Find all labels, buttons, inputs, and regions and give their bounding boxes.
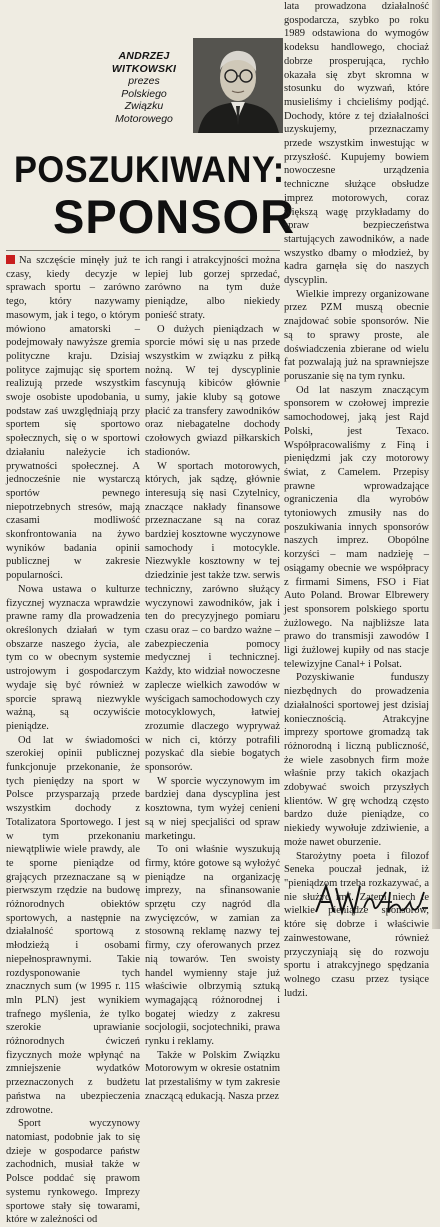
paragraph: Także w Polskim Związku Motorowym w okresie ostatnim lat przestaliśmy w tym zakresie znaczącą edukacją. Nasza przez xyxy=(145,1049,280,1102)
signature-glyph xyxy=(312,878,432,918)
paragraph xyxy=(6,254,140,583)
paragraph: Pozyskiwanie funduszy niezbędnych do prowadzenia działalności sportowej jest dzisiaj koniecznością. Atrakcyjne imprezy sportowe gromadzą tak różnorodną i liczną publiczność, że wiele zasobnych firm może właśnie przy takich okazjach zdobywać swoich przyszłych klientów. W grę wchodzą często bardzo duże pieniądze, co niekiedy wywołuje zdziwienie, a może nawet oburzenie. xyxy=(284,672,429,848)
byline xyxy=(100,50,188,125)
paragraph: ich rangi i atrakcyjności można lepiej lub gorzej sprzedać, zarówno na tym duże pieniądze, albo niekiedy ponieść straty. xyxy=(145,255,280,321)
paragraph: O dużych pieniądzach w sporcie mówi się u nas przede wszystkim w związku z piłką nożną. W tej dyscyplinie fascynują kibiców głównie sumy, jakie kluby są gotowe płacić za transfery zawodników oraz niebagatelne dochody czołowych gwiazd piłkarskich stadionów. xyxy=(145,323,280,458)
paper-edge xyxy=(432,0,440,929)
author-role-2: Polskiego xyxy=(121,87,167,100)
headline-line-2: SPONSOR xyxy=(53,190,296,243)
paragraph: W sportach motorowych, których, jak sądzę, głównie interesują się nasi Czytelnicy, znaczące nakłady finansowe przeznaczane są na coraz bardziej kosztowne wyczynowe samochody i motocykle. Niezwykle kosztowny w tej dziedzinie jest także tzw. serwis techniczny, zarówno służący wyczynowi zawodników, jak i ten do precyzyjnego pomiaru czasu oraz – co bardzo ważne – zabezpieczenia pomocy medycznej i technicznej. Każdy, kto widział nowoczesne zaplecze wielkich zawodów w wyścigach samochodowych czy motocyklowych, łatwiej zrozumie dlaczego wypryważ w nich ci, którzy potrafili pozyskać dla siebie bogatych sponsorów. xyxy=(145,460,280,774)
paragraph: lata prowadzona działalność gospodarcza, szybko po roku 1989 odstawiona do wymogów kodeksu handlowego, chociaż dobrze prosperująca, rychło okazała się zbyt skromna w stosunku do wyzwań, które musieliśmy i chcieliśmy podjąć. Dochody, które z tej działalności uzyskujemy, przeznaczamy przede wszystkim inwestując w przyszłość. Kupujemy bowiem nowoczesne urządzenia techniczne służące obsłudze imprez motorowych, coraz większą wagę przykładamy do spraw bezpieczeństwa startujących zawodników, a nade wszystko dbamy o młodzież, by kadra garnęła się do naszych dyscyplin. xyxy=(284,1,429,287)
article-column-3 xyxy=(284,0,429,1000)
author-role-4: Motorowego xyxy=(115,112,173,125)
red-square-marker xyxy=(6,255,15,264)
article-column-2 xyxy=(145,254,280,1104)
author-portrait-photo xyxy=(193,38,283,133)
author-role-3: Związku xyxy=(124,100,164,112)
paragraph-text: Na szczęście minęły już te czasy, kiedy decyzje w sprawach sportu – zarówno tego, który nazywamy masowym, jak i tego, o którym mówiono amatorski – podejmowały nawyższe gremia polityczne kraju. Dzisiaj polityce zajmując się sportem realizują przede wszystkim swoje osobiste upodobania, u podstaw zaś uwzględniają przy sportem się sportowo społecznych, się o w sportowi działaniu należycie ich prywatności społecznej. A jednocześnie nie wystarczą sportów pewnego niepotrzebnych stresów, mają czasami modliwość skonfrontowania na żywo wyników badania opinii publicznej w zakresie popularności. xyxy=(6,255,140,582)
paragraph: W sporcie wyczynowym im bardziej dana dyscyplina jest kosztowna, tym wyżej cenieni są w niej specjaliści od spraw marketingu. xyxy=(145,775,280,842)
paragraph: Nowa ustawa o kulturze fizycznej wyznacza wprawdzie prawne ramy dla prowadzenia określonych działań w tym obszarze naszego życia, ale tym co w obecnym systemie ustrojowym i gospodarczym wydaje się być również w sporcie sprawą niezwykle ważną, są oczywiście pieniądze. xyxy=(6,583,140,732)
paragraph: Sport wyczynowy natomiast, podobnie jak to się dzieje w gospodarce państw zachodnich, musiał także w Polsce poddać się prawom systemu rynkowego. Imprezy sportowe stały się towarami, które w zależności od xyxy=(6,1118,140,1226)
portrait-illustration xyxy=(193,38,283,133)
paragraph: Wielkie imprezy organizowane przez PZM muszą obecnie znajdować sobie sponsorów. Nie są to sprawy proste, ale doświadczenia zbierane od wielu fat pozwalają już na sprawniejsze poruszanie się na tym rynku. xyxy=(284,288,429,382)
handwritten-signature xyxy=(312,878,432,918)
paragraph: Od lat naszym znaczącym sponsorem w czołowej imprezie samochodowej, jaką jest Rajd Polski, jest Texaco. Współpracowaliśmy z Finą i pieniędzmi jak czy motorowy świat, z Camelem. Przepisy prawne wprowadzające ograniczenia dla wyrobów tytoniowych zmusiły nas do poszukiwania innych sponsorów naszych imprez. Obopólne korzyści – mam nadzieję – osiągamy obecnie we współpracy z firmami Simens, FSO i Fiat Auto Poland. Browar Elbrewery jest sponsorem polskiego sportu żużlowego. Na najbliższe lata prawo do transmisji zawodów I ligi żużlowej kupiły od nas stacje telewizyjne Canal+ i Polsat. xyxy=(284,384,429,670)
headline xyxy=(14,148,296,243)
author-name: ANDRZEJ WITKOWSKI xyxy=(111,50,177,75)
paragraph: To oni właśnie wyszukują firmy, które gotowe są wyłożyć pieniądze na organizację imprezy, na sfinansowanie sprzętu czy nagród dla zwycięzców, w zamian za stosowną reklamę nazwy tej firmy, czy oferowanych przez nią towarów. Ten swoisty handel wymienny staje już właściwie olbrzymią sztuką wymagającą różnorodnej i bogatej wiedzy z zakresu socjologii, socjotechniki, prawa rynku i reklamy. xyxy=(145,844,280,1048)
author-role-1: prezes xyxy=(128,75,160,87)
divider xyxy=(6,250,280,251)
paragraph: Od lat w świadomości szerokiej opinii publicznej funkcjonuje przekonanie, że tych pieniędzy na sport w Polsce przysparzają przede wszystkim dochody z Totalizatora Sportowego. I jest w tym przekonaniu niewątpliwie wiele prawdy, ale te sporne pieniądze od grających przeznaczane są w pierwszym rzędzie na budowę różnorodnych obiektów sportowych, a następnie na działalność sportową z młodzieżą i osobami niepełnosprawnymi. Takie rozdysponowanie tych znacznych sum (w 1995 r. 115 mln PLN) jest wynikiem trafnego myślenia, że tylko szerokie uprawianie różnorodnych ćwiczeń fizycznych może wpłynąć na zmniejszenie wydatków przeznaczonych z budżetu państwa na ubezpieczenia zdrowotne. xyxy=(6,734,140,1116)
headline-line-1: POSZUKIWANY: xyxy=(14,149,285,190)
paragraph: Starożytny poeta i filozof Seneka pouczał jednak, iż "pieniądzom trzeba rozkazywać, a nie służyć im". Zatem niech te wielkie pieniądze sponsorów, które się dobrze i właściwie zainwestowane, również przyczyniają się do rozwoju sportu i atrakcyjnego spędzania wolnego czasu przez tysiące ludzi. xyxy=(284,850,429,999)
article-column-1 xyxy=(6,254,140,1227)
